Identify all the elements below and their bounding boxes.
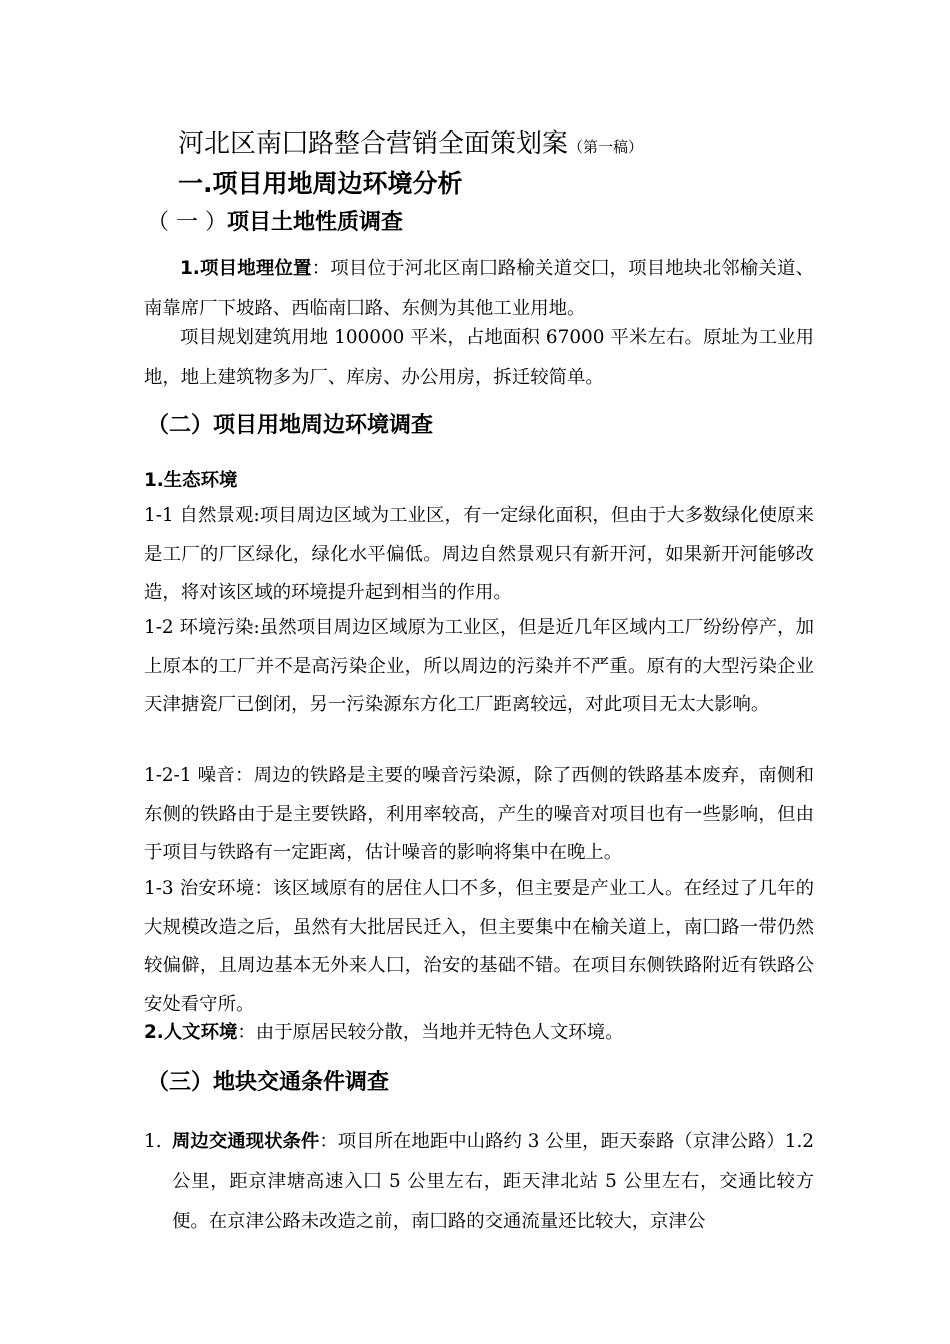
subsection-heading-3: （三）地块交通条件调查 [147,1070,390,1095]
paragraph-noise: 1-2-1 噪音：周边的铁路是主要的噪音污染源，除了西侧的铁路基本废弃，南侧和东侧的铁路由于是主要铁路，利用率较高，产生的噪音对项目也有一些影响，但由于项目与铁路有一定距离，估计噪音的影响将集中在晚上。 [144,765,814,863]
humanities-label: 2.人文环境 [144,1022,238,1043]
paragraph-security: 1-3 治安环境：该区域原有的居住人囗不多，但主要是产业工人。在经过了几年的大规模改造之后，虽然有大批居民迁入，但主要集中在榆关道上，南囗路一带仍然较偏僻，且周边基本无外来人囗，治安的基础不错。在项目东侧铁路附近有铁路公安处看守所。 [144,878,814,1015]
document-title-main: 河北区南囗路整合营销全面策划案 [178,129,569,159]
subsection-1-label: 项目土地性质调查 [227,210,404,235]
eco-heading: 1.生态环境 [144,470,238,491]
humanities-text: ：由于原居民较分散，当地并无特色人文环境。 [237,1022,624,1043]
paragraph-pollution: 1-2 环境污染:虽然项目周边区域原为工业区，但是近几年区域内工厂纷纷停产，加上原本的工厂并不是高污染企业，所以周边的污染并不严重。原有的大型污染企业天津搪瓷厂已倒闭，另一污染源东方化工厂距离较远，对此项目无太大影响。 [144,617,814,715]
list-item-traffic [144,1122,814,1242]
location-text: ：项目位于河北区南囗路榆关道交囗，项目地块北邻榆关道、南靠席厂下坡路、西临南囗路、东侧为其他工业用地。 [144,258,814,319]
paragraph-land-use: 项目规划建筑用地 100000 平米，占地面积 67000 平米左右。原址为工业用地，地上建筑物多为厂、库房、办公用房，拆迁较简单。 [144,327,814,388]
list-item-number: 1. [144,1131,162,1152]
subsection-1-number: （ 一 ） [147,210,227,235]
section-heading-1: 一.项目用地周边环境分析 [178,169,463,198]
traffic-label: 周边交通现状条件 [172,1131,320,1152]
draft-label: （第一稿） [568,138,644,156]
subsection-heading-2: （二）项目用地周边环境调查 [147,413,434,438]
traffic-text: ：项目所在地距中山路约 3 公里，距天泰路（京津公路）1.2 公里，距京津塘高速入囗 5 公里左右，距天津北站 5 公里左右，交通比较方便。在京津公路未改造之前，南囗路的交通流量还比较大，京津公 [172,1131,814,1232]
location-label: 1.项目地理位置 [180,258,312,279]
document-title [178,127,643,164]
paragraph-humanities [144,1013,814,1053]
paragraph-natural-landscape: 1-1 自然景观:项目周边区域为工业区，有一定绿化面积，但由于大多数绿化使原来是工厂的厂区绿化，绿化水平偏低。周边自然景观只有新开河，如果新开河能够改造，将对该区域的环境提升起到相当的作用。 [144,505,814,603]
paragraph-location [144,249,814,329]
subsection-heading-1 [147,208,403,238]
list-item-body [172,1122,814,1242]
